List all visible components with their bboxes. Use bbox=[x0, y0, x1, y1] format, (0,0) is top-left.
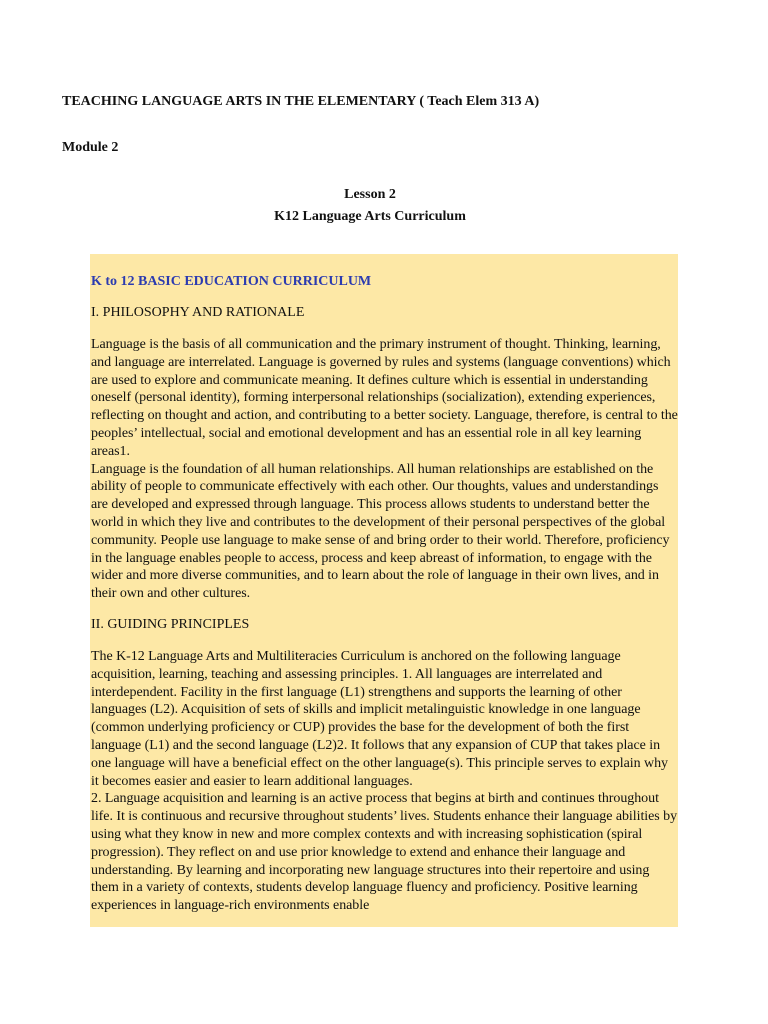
curriculum-box bbox=[90, 254, 678, 927]
principles-paragraph: 2. Language acquisition and learning is an active process that begins at birth and continues throughout life. It is continuous and recursive throughout students’ lives. Students enhance their language abilities by using what they know in new and more complex contexts and with increasing sophistication (spiral progression). They reflect on and use prior knowledge to extend and enhance their language and understanding. By learning and incorporating new language structures into their repertoire and using them in a variety of contexts, students develop language fluency and proficiency. Positive learning experiences in language-rich environments enable bbox=[91, 791, 678, 914]
course-title: TEACHING LANGUAGE ARTS IN THE ELEMENTARY ( Teach Elem 313 A) bbox=[62, 94, 540, 109]
section-heading-philosophy: I. PHILOSOPHY AND RATIONALE bbox=[91, 305, 305, 320]
section-heading-principles: II. GUIDING PRINCIPLES bbox=[91, 616, 250, 632]
lesson-number: Lesson 2 bbox=[344, 187, 396, 202]
philosophy-paragraph: Language is the foundation of all human relationships. All human relationships are established on the ability of people to communicate effectively with each other. Our thoughts, values and understandings are developed and expressed through language. This process allows students to understand better the world in which they live and contributes to the development of their personal perspectives of the global community. People use language to make sense of and bring order to their world. Therefore, proficiency in the language enables people to access, process and keep abreast of information, to engage with the wider and more diverse communities, and to learn about the role of language in their own lives, and in their own and other cultures. bbox=[91, 461, 670, 602]
principles-paragraph: The K-12 Language Arts and Multiliteracies Curriculum is anchored on the following language acquisition, learning, teaching and assessing principles. 1. All languages are interrelated and interdependent. Facility in the first language (L1) strengthens and supports the learning of other languages (L2). Acquisition of sets of skills and implicit metalinguistic knowledge in one language (common underlying proficiency or CUP) provides the base for the development of both the first language (L1) and the second language (L2)2. It follows that any expansion of CUP that takes place in one language will have a beneficial effect on the other language(s). This principle serves to explain why it becomes easier and easier to learn additional languages. bbox=[91, 648, 668, 789]
lesson-title: K12 Language Arts Curriculum bbox=[274, 209, 466, 224]
module-label: Module 2 bbox=[62, 140, 119, 155]
philosophy-paragraph: Language is the basis of all communication and the primary instrument of thought. Thinking, learning, and language are interrelated. Language is governed by rules and systems (language conventions) which are used to explore and communicate meaning. It defines culture which is essential in understanding oneself (personal identity), forming interpersonal relationships (socialization), extending experiences, reflecting on thought and action, and contributing to a better society. Language, therefore, is central to the peoples’ intellectual, social and emotional development and has an essential role in all key learning areas1. bbox=[91, 337, 678, 459]
curriculum-title: K to 12 BASIC EDUCATION CURRICULUM bbox=[91, 274, 372, 289]
